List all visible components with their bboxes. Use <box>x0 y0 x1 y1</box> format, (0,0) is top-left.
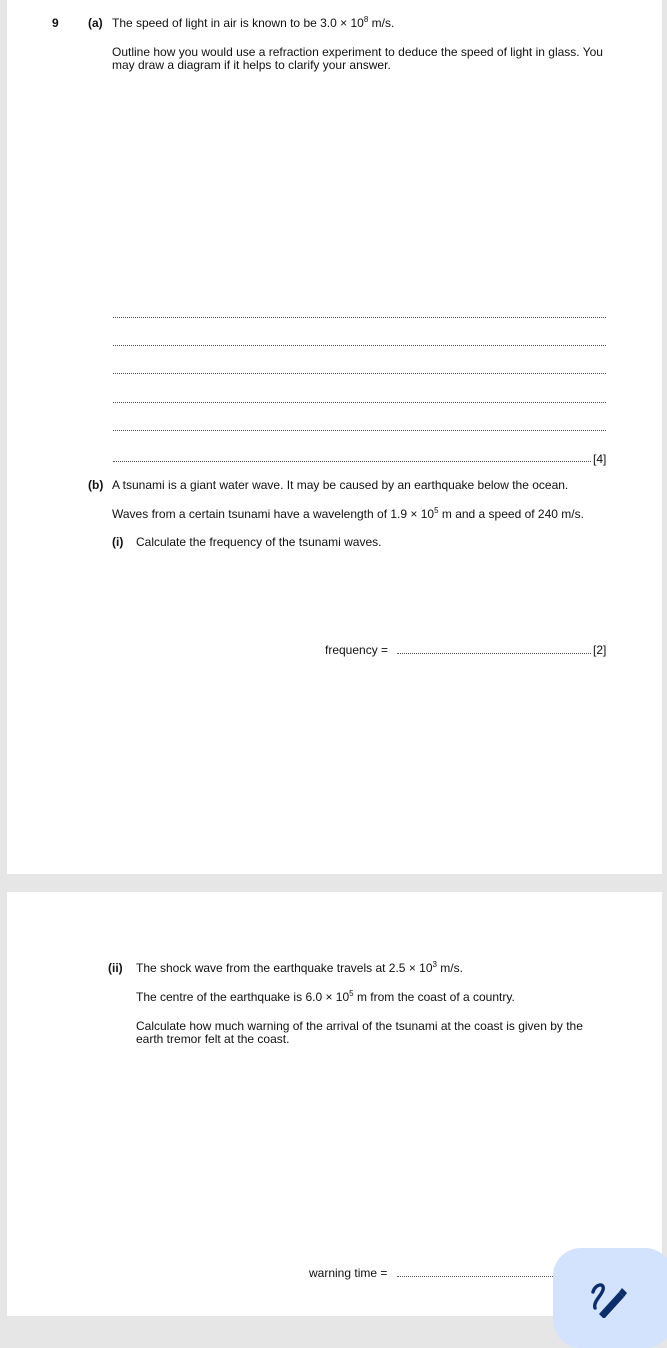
part-a-stem-text: The speed of light in air is known to be <box>112 16 321 30</box>
part-a-instruction: Outline how you would use a refraction experiment to deduce the speed of light in glass. You may draw a diagram if it helps to clarify your answer. <box>112 45 603 72</box>
part-b-wave-exponent: 5 <box>434 506 439 515</box>
sub-i-marks: [2] <box>593 643 607 657</box>
part-a-label: (a) <box>88 16 103 30</box>
sub-ii-centre-text: The centre of the earthquake is <box>136 990 306 1004</box>
sub-ii-label: (ii) <box>108 961 123 975</box>
part-b-wave-data <box>112 508 584 521</box>
answer-line-a-2 <box>113 345 606 346</box>
part-a-stem-value: 3.0 × 10 <box>320 16 364 30</box>
sub-ii-centre-value: 6.0 × 10 <box>305 990 350 1004</box>
answer-line-a-5 <box>113 430 606 431</box>
part-b-wave-unit: m and a speed of 240 m/s. <box>438 507 584 521</box>
exam-page-1 <box>7 0 662 874</box>
sub-i-text: Calculate the frequency of the tsunami waves. <box>136 535 382 549</box>
sub-ii-shock-unit: m/s. <box>436 961 463 975</box>
part-b-intro: A tsunami is a giant water wave. It may be caused by an earthquake below the ocean. <box>112 478 569 492</box>
answer-line-a-6 <box>113 461 591 462</box>
edit-fab-button[interactable] <box>553 1248 667 1348</box>
sub-ii-shock-text: The shock wave from the earthquake travels at <box>136 961 389 975</box>
sub-ii-centre-unit: m from the coast of a country. <box>353 990 515 1004</box>
part-a-marks: [4] <box>593 452 607 466</box>
sub-i-label: (i) <box>112 535 124 549</box>
sub-ii-shock-value: 2.5 × 10 <box>388 961 433 975</box>
part-b-wave-text: Waves from a certain tsunami have a wavelength of <box>112 507 391 521</box>
sub-ii-shock-wave <box>136 962 463 975</box>
question-number: 9 <box>52 16 59 30</box>
part-b-wave-value: 1.9 × 10 <box>390 507 435 521</box>
sub-ii-instruction: Calculate how much warning of the arrival of the tsunami at the coast is given by the earth tremor felt at the coast. <box>136 1019 583 1046</box>
warning-time-answer-label: warning time = <box>309 1266 388 1280</box>
part-a-stem-unit: m/s. <box>368 16 395 30</box>
part-a-stem <box>112 17 394 30</box>
frequency-answer-label: frequency = <box>325 643 389 657</box>
part-a-stem-exponent: 8 <box>363 15 369 24</box>
sub-ii-shock-exponent: 3 <box>432 960 437 969</box>
sub-ii-centre <box>136 991 515 1004</box>
pen-edit-icon <box>587 1278 627 1318</box>
answer-line-a-3 <box>113 373 606 374</box>
sub-ii-centre-exponent: 5 <box>349 989 354 998</box>
answer-line-a-4 <box>113 402 606 403</box>
part-b-label: (b) <box>88 478 104 492</box>
answer-line-a-1 <box>113 317 606 318</box>
frequency-answer-line[interactable] <box>397 653 591 654</box>
warning-time-answer-line[interactable] <box>397 1276 557 1277</box>
